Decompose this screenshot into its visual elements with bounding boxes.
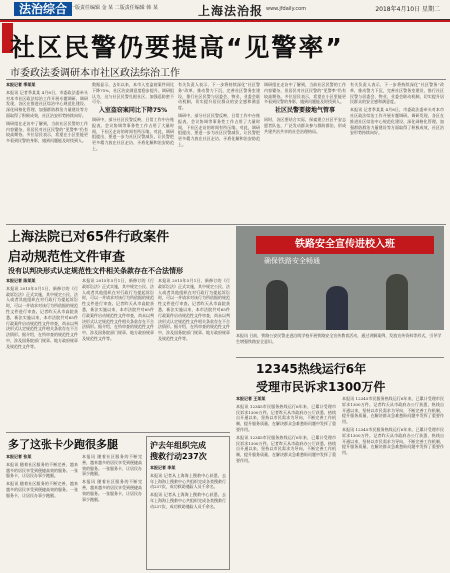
lead-paragraph: 同时，各区要结合实际，探索建立社区平安志愿者队伍，广泛发动群众参与群防群治，形成共建共治共享的社会治理格局。 xyxy=(264,116,346,134)
hotline-paragraph: 本报讯 12345市民服务热线运行6年来，已累计受理市民诉求1300万件。记者昨天从市政府办公厅获悉，热线自开通以来，坚持以市民需求为导向，不断完善工作机制，提升服务质量，在解决群众急难愁盼问题中发挥了重要作用。 xyxy=(342,426,444,456)
site-url[interactable]: www.jfdaily.com xyxy=(266,6,307,12)
hotline-paragraph: 本报讯 12345市民服务热线运行6年来，已累计受理市民诉求1300万件。记者昨天从市政府办公厅获悉，热线自开通以来，坚持以市民需求为导向，不断完善工作机制，提升服务质量，在解决群众急难愁盼问题中发挥了重要作用。 xyxy=(236,434,336,463)
lead-section-heading: 社区民警要接地气管事 xyxy=(274,107,335,115)
lead-paragraph: 调研中，部分社区民警反映，日常工作中台账报表、会议协调等事务性工作占用了大量时间，下社区走访的时间有所压缩。对此，调研组提出，要进一步为社区民警减负，让民警把更多精力放在社区走访、矛盾化解和治安防范上。 xyxy=(178,112,260,147)
card-headline[interactable]: 多了这张卡少跑很多腿 xyxy=(8,438,118,451)
masthead-rule xyxy=(0,20,450,22)
issue-date: 2018年4月10日 星期二 xyxy=(375,6,440,13)
photo-caption: 本报讯 日前，铁路公安民警走进沿线学校开展铁路安全宣传教育活动，通过讲解案例、发放宣传资料等形式，引导学生增强铁路安全意识。 xyxy=(236,333,442,344)
card-paragraph: 本报讯 随着社区服务的不断完善，越来越多的居民享受到便捷高效的服务。一张服务卡，让居民办事少跑腿。 xyxy=(6,461,78,479)
hotline-paragraph: 本报讯 12345市民服务热线运行6年来，已累计受理市民诉求1300万件。记者昨天从市政府办公厅获悉，热线自开通以来，坚持以市民需求为导向，不断完善工作机制，提升服务质量，在解决群众急难愁盼问题中发挥了重要作用。 xyxy=(236,403,336,432)
lead-paragraph: 调研组在走访中了解到，当前社区民警的工作内容繁杂，但居民对社区民警的“见警率”仍有较高期待。多位居民表示，希望在小区里能更多看到民警的身影，遇到问题能及时找到人。 xyxy=(6,120,88,144)
court-column-2 xyxy=(82,278,154,428)
photo-figure xyxy=(326,286,348,330)
card-column-1 xyxy=(6,454,78,570)
lead-paragraph: 本报讯 记者季某某 4月8日，市委政法委牵头对本市社区政法综治工作开展专题调研。调研发现，各区在推进社区综治中心规范化建设、深化网格化管理、加强群防群治力量建设等方面取得了积极成效，社区治安形势持续向好。 xyxy=(350,107,444,136)
photo-figure xyxy=(266,280,288,330)
photo-banner: 铁路安全宣传进校入班 xyxy=(256,236,434,254)
card-byline: 本报记者 张某 xyxy=(6,454,32,459)
court-column-3 xyxy=(158,278,230,428)
masthead xyxy=(0,0,450,20)
newspaper-logo: 上海法治报 xyxy=(198,4,264,18)
court-subhead: 没有以判决形式认定规范性文件相关条款存在不合法情形 xyxy=(8,267,183,275)
court-headline-2[interactable]: 启动规范性文件审查 xyxy=(8,250,126,265)
court-byline: 本报记者 陈某某 xyxy=(6,278,36,283)
hotline-column-2 xyxy=(342,396,444,570)
court-paragraph: 本报讯 2015年5月1日，新修订的《行政诉讼法》正式实施，其中规定公民、法人或者其他组织在对行政行为提起诉讼时，可以一并请求对该行为所依据的规范性文件进行审查。记者昨天从市高院获悉，新法实施以来，本市法院共对65件行政案件启动规范性文件审查，尚未以判决形式认定规范性文件相关条款存在不合法情形。据介绍，在所审查的规范性文件中，涉及国务院部门规章、地方政府规章及规范性文件等。 xyxy=(82,278,154,341)
divider xyxy=(6,79,446,80)
lead-column-4 xyxy=(264,82,346,220)
lead-paragraph: 有关负责人表示，下一步将持续深化“社区警务”改革，推动警力下沉，完善社区警务室建设，推行社区民警与居委会、物业、业委会联动机制，切实提升居民群众的安全感和满意度。 xyxy=(350,82,444,105)
section-name: 法治综合 xyxy=(14,2,72,16)
photo-banner-sub: 确保铁路安全畅通 xyxy=(264,257,320,265)
lead-section-heading: 入室盗窃案同比下降75% xyxy=(98,107,168,115)
hotline-byline: 本报记者 王某某 xyxy=(236,396,266,401)
lead-column-2 xyxy=(92,82,174,220)
divider xyxy=(6,224,446,225)
news-photo[interactable] xyxy=(236,226,444,330)
lead-paragraph: 有关负责人表示，下一步将持续深化“社区警务”改革，推动警力下沉，完善社区警务室建设，推行社区民警与居委会、物业、业委会联动机制，切实提升居民群众的安全感和满意度。 xyxy=(178,82,260,111)
court-paragraph: 本报讯 2015年5月1日，新修订的《行政诉讼法》正式实施，其中规定公民、法人或者其他组织在对行政行为提起诉讼时，可以一并请求对该行为所依据的规范性文件进行审查。记者昨天从市高院获悉，新法实施以来，本市法院共对65件行政案件启动规范性文件审查，尚未以判决形式认定规范性文件相关条款存在不合法情形。据介绍，在所审查的规范性文件中，涉及国务院部门规章、地方政府规章及规范性文件等。 xyxy=(6,285,78,349)
lead-paragraph: 调研中，部分社区民警反映，日常工作中台账报表、会议协调等事务性工作占用了大量时间，下社区走访的时间有所压缩。对此，调研组提出，要进一步为社区民警减负，让民警把更多精力放在社区走访、矛盾化解和治安防范上。 xyxy=(92,116,174,151)
card-paragraph: 本报讯 随着社区服务的不断完善，越来越多的居民享受到便捷高效的服务。一张服务卡，让居民办事少跑腿。 xyxy=(82,454,142,477)
lead-column-3 xyxy=(178,82,260,220)
rescue-byline: 本报记者 李某 xyxy=(150,465,176,470)
lead-paragraph: 本报讯 记者季某某 4月8日，市委政法委牵头对本市社区政法综治工作开展专题调研。调研发现，各区在推进社区综治中心规范化建设、深化网格化管理、加强群防群治力量建设等方面取得了积极成效，社区治安形势持续向好。 xyxy=(6,89,88,118)
card-paragraph: 本报讯 随着社区服务的不断完善，越来越多的居民享受到便捷高效的服务。一张服务卡，让居民办事少跑腿。 xyxy=(82,479,142,502)
card-paragraph: 本报讯 随着社区服务的不断完善，越来越多的居民享受到便捷高效的服务。一张服务卡，让居民办事少跑腿。 xyxy=(6,481,78,498)
search-rescue-box xyxy=(146,436,230,570)
hotline-paragraph: 本报讯 12345市民服务热线运行6年来，已累计受理市民诉求1300万件。记者昨天从市政府办公厅获悉，热线自开通以来，坚持以市民需求为导向，不断完善工作机制，提升服务质量，在解决群众急难愁盼问题中发挥了重要作用。 xyxy=(342,396,444,425)
lead-paragraph: 数据显示，去年以来，本市入室盗窃案件同比下降75%，社区治安满意度稳步提升。调研组认为，这与社区民警扎根社区、加强巡防密不可分。 xyxy=(92,82,174,105)
court-headline[interactable]: 上海法院已对65件行政案件 xyxy=(8,230,170,245)
lead-column-5 xyxy=(350,82,444,220)
divider xyxy=(6,432,230,433)
photo-figure xyxy=(386,274,408,330)
court-paragraph: 本报讯 2015年5月1日，新修订的《行政诉讼法》正式实施，其中规定公民、法人或者其他组织在对行政行为提起诉讼时，可以一并请求对该行为所依据的规范性文件进行审查。记者昨天从市高院获悉，新法实施以来，本市法院共对65件行政案件启动规范性文件审查，尚未以判决形式认定规范性文件相关条款存在不合法情形。据介绍，在所审查的规范性文件中，涉及国务院部门规章、地方政府规章及规范性文件等。 xyxy=(158,278,230,341)
edition-line: 一版责任编辑 金 某 二版责任编辑 韩 某 xyxy=(70,5,158,11)
card-column-2 xyxy=(82,454,142,570)
hotline-column-1 xyxy=(236,396,336,570)
rescue-headline[interactable]: 沪去年组织完成 xyxy=(150,441,206,450)
rescue-paragraph: 本报讯 记者从上海海上搜救中心获悉，去年上海海上搜救中心共组织完成各类搜救行动237次，成功救助遇险人员千余名。 xyxy=(150,492,226,509)
lead-byline: 本报记者 季某某 xyxy=(6,82,36,87)
hotline-headline[interactable]: 12345热线运行6年 xyxy=(256,362,367,376)
rescue-headline-2[interactable]: 搜救行动237次 xyxy=(150,452,207,461)
hotline-headline-2[interactable]: 受理市民诉求1300万件 xyxy=(256,380,386,394)
lead-column-1 xyxy=(6,82,88,220)
rescue-paragraph: 本报讯 记者从上海海上搜救中心获悉，去年上海海上搜救中心共组织完成各类搜救行动237次，成功救助遇险人员千余名。 xyxy=(150,472,226,490)
court-column-1 xyxy=(6,278,78,428)
lead-headline[interactable]: 社区民警仍要提高“见警率” xyxy=(10,33,344,62)
lead-subhead: 市委政法委调研本市社区政法综治工作 xyxy=(10,68,180,79)
rescue-column xyxy=(150,465,226,565)
divider xyxy=(236,357,444,358)
lead-paragraph: 调研组在走访中了解到，当前社区民警的工作内容繁杂，但居民对社区民警的“见警率”仍有较高期待。多位居民表示，希望在小区里能更多看到民警的身影，遇到问题能及时找到人。 xyxy=(264,82,346,105)
